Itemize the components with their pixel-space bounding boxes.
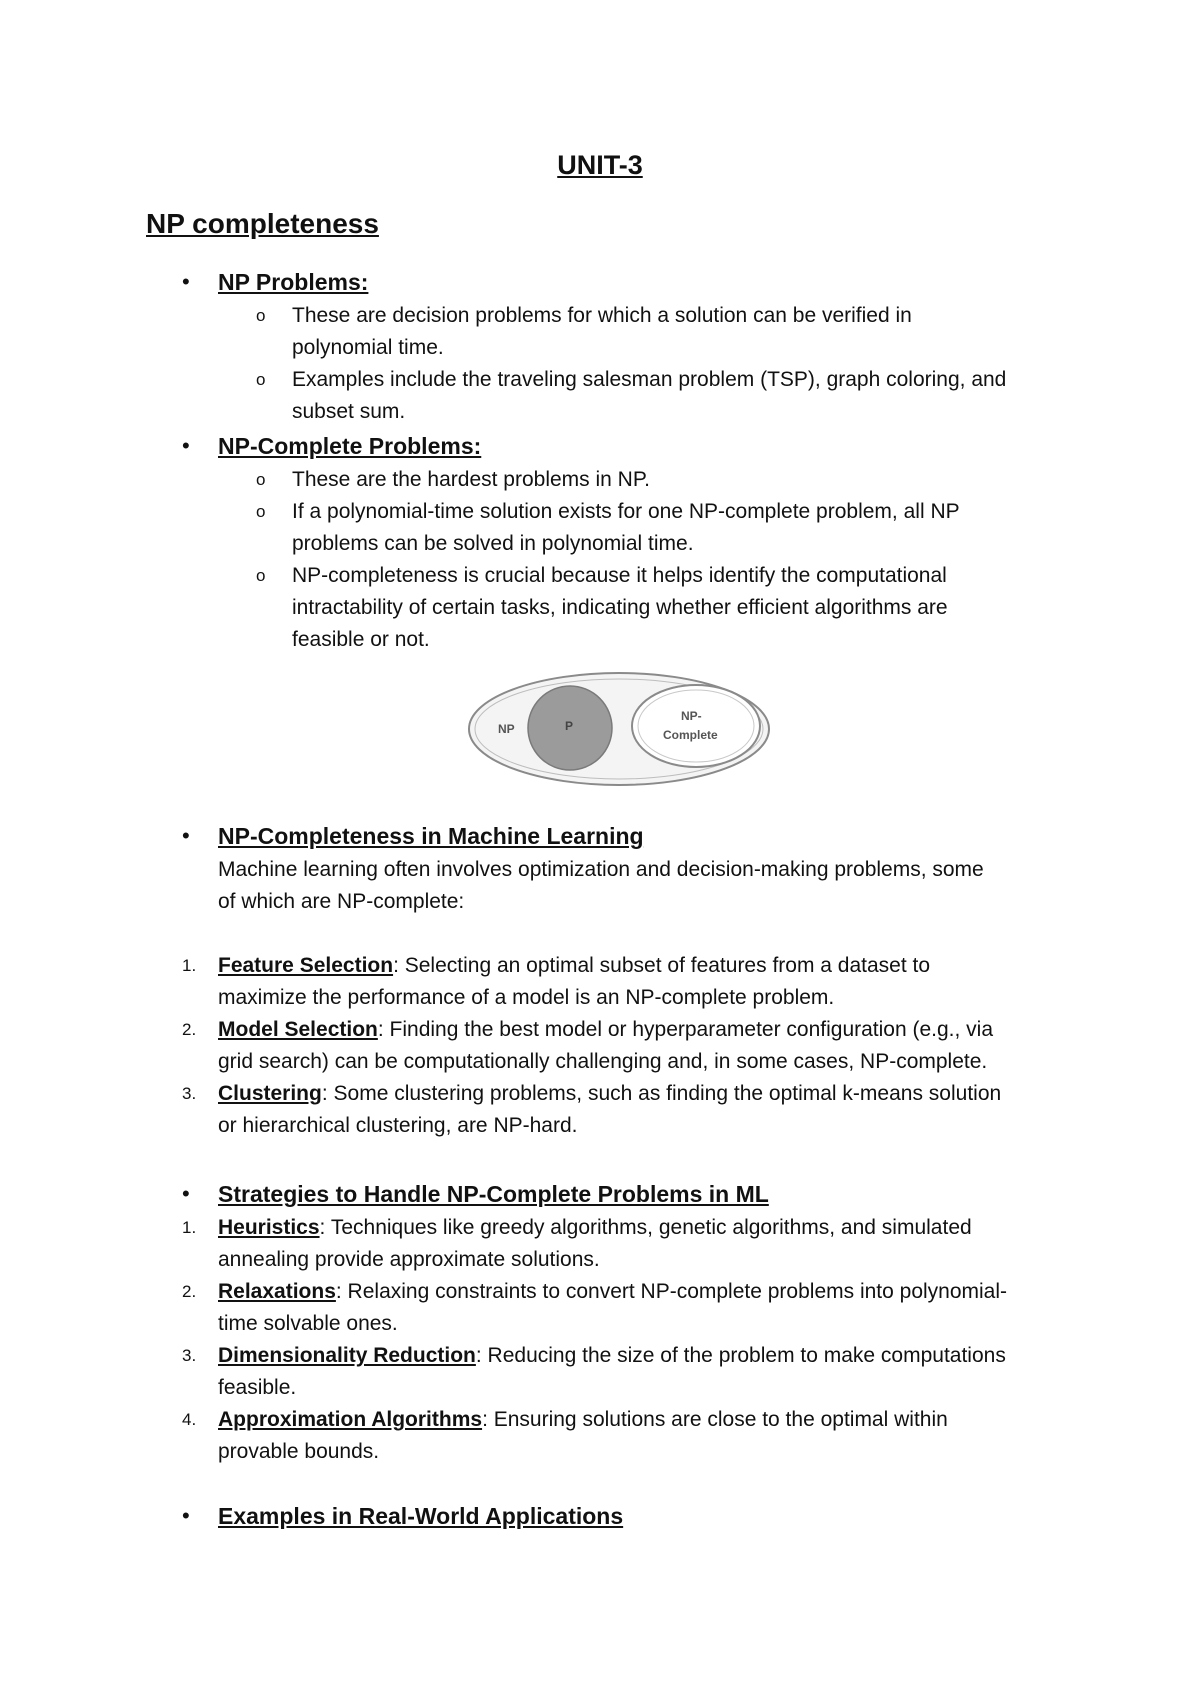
ml-intro-line-1: Machine learning often involves optimization and decision-making problems, some: [218, 858, 984, 881]
examples-heading: Examples in Real-World Applications: [218, 1503, 624, 1529]
ml-item-3-text: : Some clustering problems, such as finding the optimal k-means solution: [321, 1082, 1002, 1105]
strategy-3-text: : Reducing the size of the problem to make computations: [475, 1344, 1006, 1367]
strategy-4-line-2: provable bounds.: [218, 1440, 380, 1463]
bullet-marker: •: [182, 269, 190, 294]
sub-bullet-marker: o: [256, 306, 266, 325]
strategy-1-text: : Techniques like greedy algorithms, genetic algorithms, and simulated: [319, 1216, 972, 1239]
ml-item-2-term: Model Selection: [218, 1018, 378, 1041]
strategy-3-term: Dimensionality Reduction: [218, 1344, 476, 1367]
npc-item-1-line-1: These are the hardest problems in NP.: [292, 468, 650, 491]
np-complete-label-line-1: NP-: [681, 709, 702, 723]
npc-item-3-line-2: intractability of certain tasks, indicating whether efficient algorithms are: [292, 596, 948, 619]
strategy-4-text: : Ensuring solutions are close to the optimal within: [482, 1408, 948, 1431]
npc-item-2-line-2: problems can be solved in polynomial time.: [292, 532, 694, 555]
strategy-2-line-2: time solvable ones.: [218, 1312, 398, 1335]
strategies-heading: Strategies to Handle NP-Complete Problems in ML: [218, 1181, 769, 1207]
bullet-marker: •: [182, 1503, 190, 1528]
np-complexity-diagram: [466, 670, 772, 788]
strategy-2-line-1: [218, 1276, 1007, 1308]
strategy-1-line-1: [218, 1212, 972, 1244]
np-label: NP: [498, 722, 515, 736]
list-number: 3.: [182, 1084, 197, 1103]
npc-item-3-line-3: feasible or not.: [292, 628, 430, 651]
ml-item-2-text: : Finding the best model or hyperparameter configuration (e.g., via: [377, 1018, 994, 1041]
ml-item-1-term: Feature Selection: [218, 954, 394, 977]
np-complete-label-line-2: Complete: [663, 728, 718, 742]
list-number: 2.: [182, 1282, 197, 1301]
ml-section-heading: NP-Completeness in Machine Learning: [218, 823, 644, 849]
list-number: 1.: [182, 1218, 197, 1237]
ml-item-2-line-2: grid search) can be computationally challenging and, in some cases, NP-complete.: [218, 1050, 988, 1073]
npc-item-3-line-1: NP-completeness is crucial because it helps identify the computational: [292, 564, 947, 587]
sub-bullet-marker: o: [256, 566, 266, 585]
np-problems-heading: NP Problems:: [218, 269, 369, 295]
ml-item-3-line-2: or hierarchical clustering, are NP-hard.: [218, 1114, 578, 1137]
ml-item-1-line-2: maximize the performance of a model is an NP-complete problem.: [218, 986, 835, 1009]
strategy-1-term: Heuristics: [218, 1216, 320, 1239]
strategy-4-line-1: [218, 1404, 948, 1436]
p-label: P: [565, 719, 574, 733]
strategy-1-line-2: annealing provide approximate solutions.: [218, 1248, 600, 1271]
sub-bullet-marker: o: [256, 502, 266, 521]
list-number: 2.: [182, 1020, 197, 1039]
ml-item-1-text: : Selecting an optimal subset of features from a dataset to: [393, 954, 931, 977]
npc-item-2-line-1: If a polynomial-time solution exists for one NP-complete problem, all NP: [292, 500, 960, 523]
np-item-1-line-1: These are decision problems for which a solution can be verified in: [292, 304, 912, 327]
np-item-2-line-1: Examples include the traveling salesman problem (TSP), graph coloring, and: [292, 368, 1007, 391]
ml-intro-line-2: of which are NP-complete:: [218, 890, 465, 913]
strategy-4-term: Approximation Algorithms: [218, 1408, 483, 1431]
bullet-marker: •: [182, 433, 190, 458]
ml-item-1-line-1: [218, 950, 930, 982]
ml-item-3-line-1: [218, 1078, 1001, 1110]
ml-item-2-line-1: [218, 1014, 993, 1046]
list-number: 3.: [182, 1346, 197, 1365]
strategy-3-line-1: [218, 1340, 1006, 1372]
ml-item-3-term: Clustering: [218, 1082, 322, 1105]
section-title: NP completeness: [146, 208, 379, 239]
sub-bullet-marker: o: [256, 470, 266, 489]
strategy-2-text: : Relaxing constraints to convert NP-complete problems into polynomial-: [335, 1280, 1008, 1303]
np-complete-ellipse: [632, 685, 760, 767]
list-number: 4.: [182, 1410, 197, 1429]
bullet-marker: •: [182, 1181, 190, 1206]
strategy-2-term: Relaxations: [218, 1280, 336, 1303]
bullet-marker: •: [182, 823, 190, 848]
np-complete-heading: NP-Complete Problems:: [218, 433, 482, 459]
list-number: 1.: [182, 956, 197, 975]
strategy-3-line-2: feasible.: [218, 1376, 297, 1399]
np-item-2-line-2: subset sum.: [292, 400, 406, 423]
sub-bullet-marker: o: [256, 370, 266, 389]
unit-title: UNIT-3: [557, 150, 643, 180]
np-item-1-line-2: polynomial time.: [292, 336, 444, 359]
